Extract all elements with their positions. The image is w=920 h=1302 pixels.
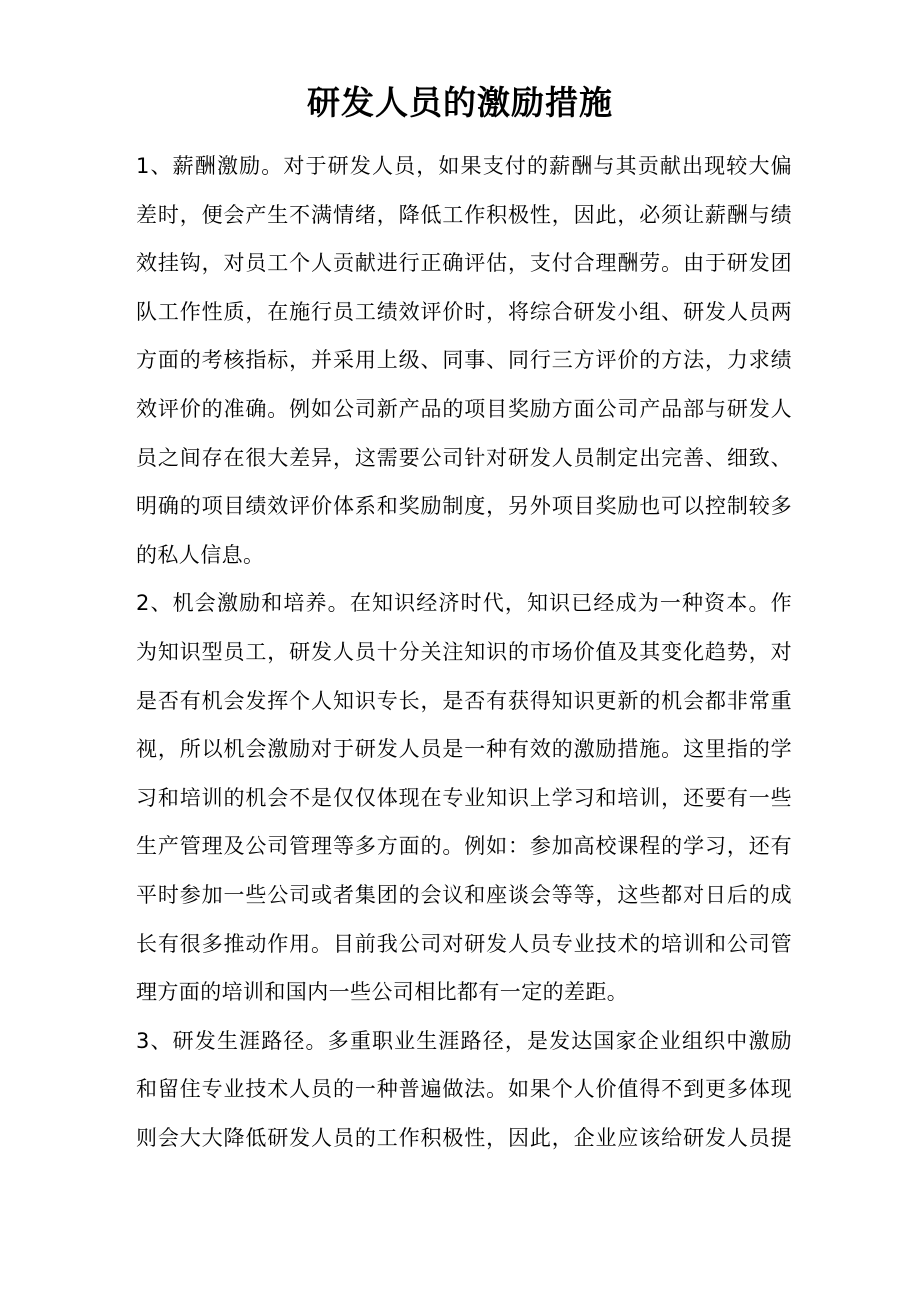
- text-line: 2、机会激励和培养。在知识经济时代，知识已经成为一种资本。作: [136, 591, 792, 616]
- document-title: 研发人员的激励措施: [307, 83, 613, 122]
- text-line: 队工作性质，在施行员工绩效评价时，将综合研发小组、研发人员两: [136, 299, 792, 324]
- text-line: 视，所以机会激励对于研发人员是一种有效的激励措施。这里指的学: [136, 737, 792, 762]
- text-line: 1、薪酬激励。对于研发人员，如果支付的薪酬与其贡献出现较大偏: [136, 154, 792, 178]
- text-line: 则会大大降低研发人员的工作积极性，因此，企业应该给研发人员提: [136, 1125, 792, 1150]
- text-line: 长有很多推动作用。目前我公司对研发人员专业技术的培训和公司管: [136, 931, 792, 956]
- text-line: 效评价的准确。例如公司新产品的项目奖励方面公司产品部与研发人: [136, 396, 792, 421]
- text-line: 效挂钩，对员工个人贡献进行正确评估，支付合理酬劳。由于研发团: [136, 251, 792, 276]
- text-line: 为知识型员工，研发人员十分关注知识的市场价值及其变化趋势，对: [136, 639, 792, 664]
- text-line: 的私人信息。: [136, 542, 265, 567]
- text-line: 生产管理及公司管理等多方面的。例如：参加高校课程的学习，还有: [136, 834, 792, 859]
- text-line: 习和培训的机会不是仅仅体现在专业知识上学习和培训，还要有一些: [136, 785, 792, 810]
- text-line: 平时参加一些公司或者集团的会议和座谈会等等，这些都对日后的成: [136, 882, 792, 907]
- document-body: [136, 142, 792, 1162]
- text-line: 明确的项目绩效评价体系和奖励制度，另外项目奖励也可以控制较多: [136, 494, 792, 519]
- text-line: 和留住专业技术人员的一种普遍做法。如果个人价值得不到更多体现: [136, 1077, 792, 1102]
- text-line: 3、研发生涯路径。多重职业生涯路径，是发达国家企业组织中激励: [136, 1028, 792, 1053]
- text-line: 员之间存在很大差异，这需要公司针对研发人员制定出完善、细致、: [136, 445, 792, 470]
- text-line: 理方面的培训和国内一些公司相比都有一定的差距。: [136, 980, 629, 1005]
- text-line: 方面的考核指标，并采用上级、同事、同行三方评价的方法，力求绩: [136, 348, 792, 373]
- text-line: 是否有机会发挥个人知识专长，是否有获得知识更新的机会都非常重: [136, 688, 792, 713]
- text-line: 差时，便会产生不满情绪，降低工作积极性，因此，必须让薪酬与绩: [136, 202, 792, 227]
